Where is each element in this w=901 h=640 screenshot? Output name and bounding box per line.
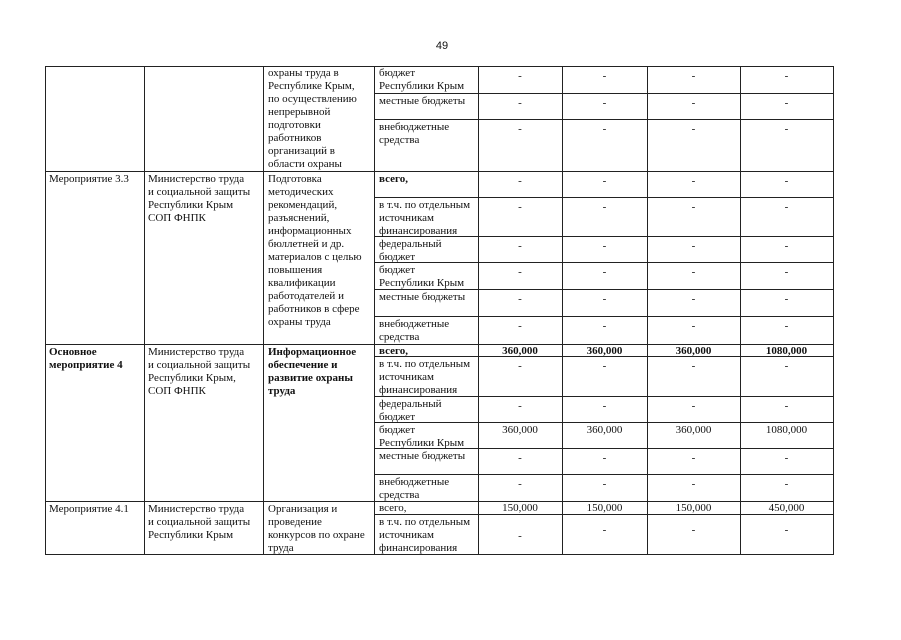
value-cell: - (691, 524, 696, 536)
value-cell: - (691, 175, 696, 187)
description-cell: Информационное обеспечение и развитие охраны труда (268, 346, 357, 397)
value-cell: 150,000 (675, 502, 712, 514)
value-cell: - (602, 266, 607, 278)
value-cell: - (784, 240, 789, 252)
value-cell: - (518, 97, 522, 109)
value-cell: - (518, 293, 522, 305)
funding-source-cell: всего, (379, 345, 408, 357)
executor-cell: Министерство труда и социальной защиты Республики Крым СОП ФНПК (148, 173, 251, 224)
value-cell: - (518, 478, 522, 490)
funding-source-cell: в т.ч. по отдельным источникам финансирования (379, 199, 471, 237)
value-cell: 450,000 (768, 502, 805, 514)
value-cell: 1080,000 (765, 345, 808, 357)
activity-cell: Мероприятие 3.3 (49, 173, 129, 185)
funding-source-cell: местные бюджеты (379, 450, 466, 462)
value-cell: - (602, 360, 607, 372)
funding-source-cell: внебюджетные средства (379, 476, 450, 501)
value-cell: - (691, 240, 696, 252)
table-border (144, 66, 145, 555)
page-number: 49 (435, 40, 449, 52)
value-cell: - (784, 97, 789, 109)
executor-cell: Министерство труда и социальной защиты Республики Крым (148, 503, 251, 541)
table-border (374, 197, 833, 198)
value-cell: - (518, 70, 522, 82)
funding-source-cell: местные бюджеты (379, 95, 466, 107)
value-cell: 150,000 (586, 502, 623, 514)
value-cell: - (784, 70, 789, 82)
value-cell: - (602, 452, 607, 464)
value-cell: - (691, 201, 696, 213)
funding-source-cell: всего, (379, 502, 407, 514)
value-cell: - (518, 320, 522, 332)
funding-source-cell: бюджет Республики Крым (379, 67, 465, 92)
value-cell: - (691, 293, 696, 305)
funding-source-cell: в т.ч. по отдельным источникам финансирования (379, 358, 471, 396)
value-cell: - (602, 320, 607, 332)
funding-source-cell: федеральный бюджет (379, 238, 442, 263)
value-cell: - (784, 524, 789, 536)
value-cell: - (518, 360, 522, 372)
funding-source-cell: бюджет Республики Крым (379, 264, 465, 289)
value-cell: - (784, 400, 789, 412)
table-border (374, 66, 375, 555)
value-cell: - (784, 175, 789, 187)
value-cell: - (691, 123, 696, 135)
value-cell: - (784, 320, 789, 332)
value-cell: - (691, 400, 696, 412)
description-cell: Подготовка методических рекомендаций, разъяснений, информационных бюллетней и др. материалов с целью повышения квалификации работодателей и работников в сфере охраны труда (268, 173, 362, 328)
value-cell: - (518, 175, 522, 187)
funding-source-cell: внебюджетные средства (379, 318, 450, 343)
funding-source-cell: в т.ч. по отдельным источникам финансирования (379, 516, 471, 554)
funding-source-cell: бюджет Республики Крым (379, 424, 465, 449)
funding-source-cell: внебюджетные средства (379, 121, 450, 146)
value-cell: - (518, 201, 522, 213)
funding-source-cell: местные бюджеты (379, 291, 466, 303)
value-cell: 360,000 (675, 424, 712, 436)
value-cell: 360,000 (586, 424, 623, 436)
value-cell: - (784, 452, 789, 464)
value-cell: - (691, 70, 696, 82)
table-border (374, 93, 833, 94)
value-cell: - (602, 70, 607, 82)
value-cell: - (691, 452, 696, 464)
value-cell: 360,000 (502, 345, 538, 357)
value-cell: - (518, 452, 522, 464)
table-border (374, 316, 833, 317)
value-cell: - (602, 97, 607, 109)
table-border (263, 66, 264, 555)
value-cell: - (691, 266, 696, 278)
value-cell: - (784, 201, 789, 213)
value-cell: - (784, 478, 789, 490)
value-cell: - (691, 320, 696, 332)
activity-cell: Мероприятие 4.1 (49, 503, 129, 515)
value-cell: - (602, 240, 607, 252)
value-cell: 150,000 (502, 502, 538, 514)
value-cell: - (784, 123, 789, 135)
funding-source-cell: всего, (379, 173, 408, 185)
value-cell: - (602, 293, 607, 305)
table-border (833, 66, 834, 555)
value-cell: - (602, 175, 607, 187)
value-cell: 1080,000 (765, 424, 808, 436)
value-cell: - (518, 400, 522, 412)
value-cell: - (602, 201, 607, 213)
description-cell: охраны труда в Республике Крым, по осуществлению непрерывной подготовки работников организаций в области охраны (268, 67, 357, 170)
value-cell: - (602, 400, 607, 412)
table-border (374, 119, 833, 120)
value-cell: - (691, 478, 696, 490)
value-cell: - (784, 360, 789, 372)
value-cell: 360,000 (586, 345, 623, 357)
value-cell: 360,000 (675, 345, 712, 357)
value-cell: - (784, 293, 789, 305)
value-cell: - (518, 240, 522, 252)
table-border (45, 66, 46, 555)
value-cell: - (518, 123, 522, 135)
value-cell: - (602, 478, 607, 490)
value-cell: - (784, 266, 789, 278)
value-cell: - (518, 266, 522, 278)
value-cell: - (602, 524, 607, 536)
value-cell: - (518, 530, 522, 542)
value-cell: - (691, 360, 696, 372)
executor-cell: Министерство труда и социальной защиты Республики Крым, СОП ФНПК (148, 346, 251, 397)
funding-source-cell: федеральный бюджет (379, 398, 442, 423)
description-cell: Организация и проведение конкурсов по охране труда (268, 503, 365, 554)
value-cell: - (602, 123, 607, 135)
table-border (45, 171, 833, 172)
value-cell: 360,000 (502, 424, 538, 436)
activity-cell: Основное мероприятие 4 (49, 346, 123, 371)
value-cell: - (691, 97, 696, 109)
table-border (374, 474, 833, 475)
